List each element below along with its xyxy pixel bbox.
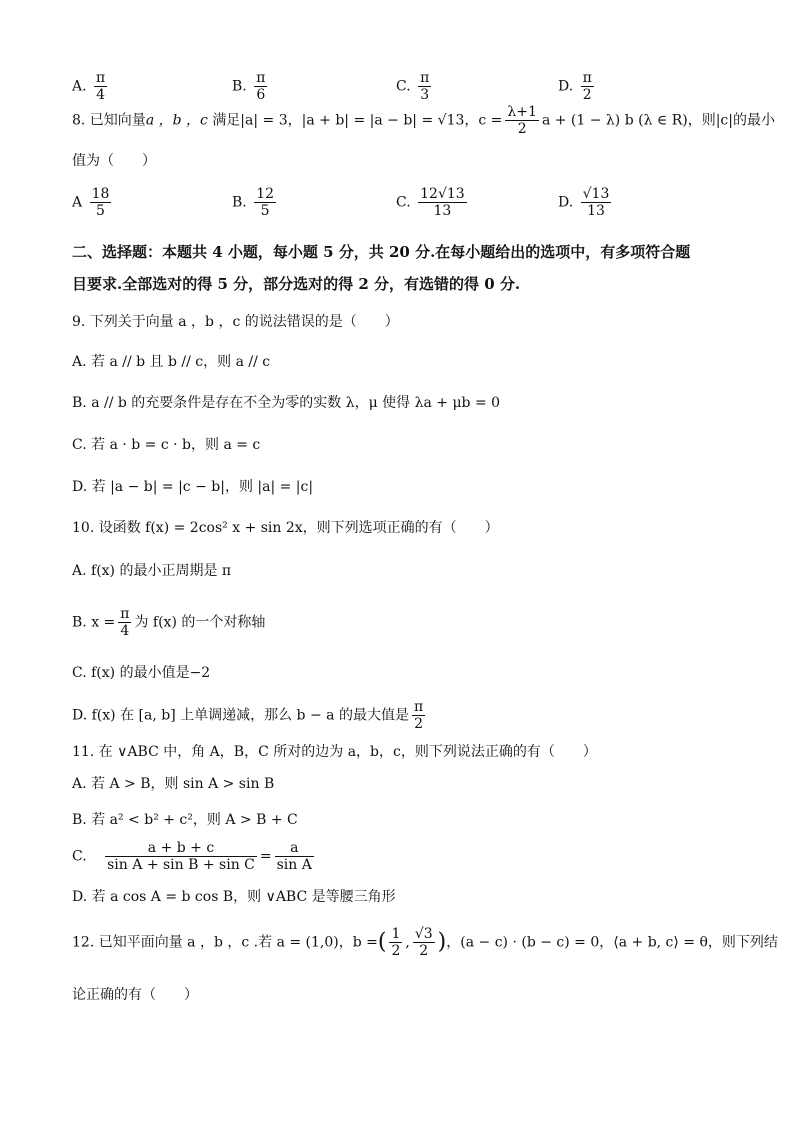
q9-option-b: B. a // b 的充要条件是存在不全为零的实数 λ，μ 使得 λa + μb = 0 [72,395,501,411]
numerator: π [96,70,106,86]
option-label: A [72,194,83,211]
numerator: π [582,70,592,86]
q10-option-c: C. f(x) 的最小值是−2 [72,665,211,681]
numerator: √3 [414,926,433,942]
q11-option-d: D. 若 a cos A = b cos B，则 ∨ABC 是等腰三角形 [72,889,396,905]
q8-condition-1: 满足|a| = 3， [212,112,302,129]
denominator: 4 [94,86,107,103]
q8-vectors: a ，b ，c [145,112,213,129]
q12-prefix: 12. 已知平面向量 a ，b ，c .若 a = (1,0)，b = [72,934,378,951]
q8-prefix: 8. 已知向量 [72,112,146,129]
section-heading-line2: 目要求.全部选对的得 5 分，部分选对的得 2 分，有选错的得 0 分. [72,275,521,293]
numerator: π [420,70,430,86]
numerator: a [290,840,299,856]
fraction [412,699,425,732]
q10-stem: 10. 设函数 f(x) = 2cos² x + sin 2x，则下列选项正确的有（ ） [72,520,499,536]
q9-option-c: C. 若 a · b = c · b，则 a = c [72,437,261,453]
option-label: C. [396,194,411,211]
numerator: π [256,70,266,86]
denominator: 2 [412,715,425,732]
q7-option-a [72,70,110,103]
q8-stem [72,104,775,137]
fraction [389,926,402,959]
numerator: π [120,606,130,622]
fraction [94,70,107,103]
fraction [505,104,539,137]
fraction [90,186,112,219]
q12-suffix: ，(a − c) · (b − c) = 0，⟨a + b, c⟩ = θ，则下列结 [446,934,778,951]
numerator: 18 [91,186,110,202]
denominator: 2 [581,86,594,103]
q10-d-prefix: D. f(x) 在 [a, b] 上单调递减，那么 b − a 的最大值是 [72,707,409,724]
numerator: 12 [256,186,275,202]
paren-open: ( [377,929,387,955]
denominator: 3 [418,86,431,103]
fraction [418,186,467,219]
paren-close: ) [437,929,447,955]
q11-option-b: B. 若 a² < b² + c²，则 A > B + C [72,812,298,828]
q8-option-a [72,186,114,219]
denominator: 2 [505,120,539,137]
fraction [581,186,612,219]
numerator: a + b + c [147,840,215,856]
q11-stem: 11. 在 ∨ABC 中，角 A，B，C 所对的边为 a，b，c，则下列说法正确的有（ ） [72,744,597,760]
q10-option-a: A. f(x) 的最小正周期是 π [72,563,232,579]
q9-option-d: D. 若 |a − b| = |c − b|，则 |a| = |c| [72,479,314,495]
q8-stem-line2: 值为（ ） [72,153,156,169]
option-label: B. [232,194,247,211]
numerator: λ+1 [507,104,537,120]
numerator: π [413,699,424,715]
q8-option-c [396,186,470,219]
q8-condition-2: |a + b| = |a − b| = √13， [301,112,479,129]
q12-stem-line2: 论正确的有（ ） [72,987,198,1003]
denominator: sin A [276,857,312,874]
q11-option-c [72,840,317,873]
q12-stem: 12. 已知平面向量 a ，b ，c .若 a = (1,0)，b =( $\frac{1}{2}$ , $\frac{√3}{2}$ )，(a − c) · (b − c) = 0，⟨a + b, c⟩ = θ，则下列结 [72,926,778,960]
option-label: D. [558,78,574,95]
option-label: B. [232,78,247,95]
denominator: 5 [254,202,276,219]
denominator: 4 [118,622,131,639]
q8-option-d [558,186,614,219]
denominator: 13 [418,202,467,219]
q9-option-a: A. 若 a // b 且 b // c，则 a // c [72,354,271,370]
fraction [118,606,131,639]
q7-option-d [558,70,597,103]
fraction [413,926,435,959]
option-label: D. [558,194,574,211]
q10-b-suffix: 为 f(x) 的一个对称轴 [134,614,266,631]
q9-stem: 9. 下列关于向量 a ，b ，c 的说法错误的是（ ） [72,314,399,330]
q10-option-d [72,699,428,732]
q8-c-equals: c = [478,112,503,129]
q8-option-b [232,186,279,219]
equals-sign: = [259,848,272,865]
numerator: √13 [582,186,610,202]
denominator: 13 [581,202,612,219]
q7-option-c [396,70,434,103]
option-label: C. [72,848,87,865]
fraction [581,70,594,103]
q10-option-b [72,606,265,639]
fraction [254,70,267,103]
q8-ask: 则|c|的最小 [701,112,775,129]
fraction [105,840,257,873]
denominator: 5 [90,202,112,219]
fraction [275,840,314,873]
option-label: C. [396,78,411,95]
section-heading-line1: 二、选择题：本题共 4 小题，每小题 5 分，共 20 分.在每小题给出的选项中，有多项符合题 [72,243,691,261]
q7-option-b [232,70,270,103]
fraction [254,186,276,219]
fraction [418,70,431,103]
q10-b-prefix: B. x = [72,614,116,631]
numerator: 1 [391,926,401,942]
denominator: 2 [391,943,401,960]
denominator: 6 [254,86,267,103]
q11-option-a: A. 若 A > B，则 sin A > sin B [72,776,275,792]
option-label: A. [72,78,87,95]
numerator: 12√13 [420,186,465,202]
denominator: 2 [413,942,435,959]
denominator: sin A + sin B + sin C [107,857,255,874]
q8-c-rest: a + (1 − λ) b (λ ∈ R)， [541,112,702,129]
